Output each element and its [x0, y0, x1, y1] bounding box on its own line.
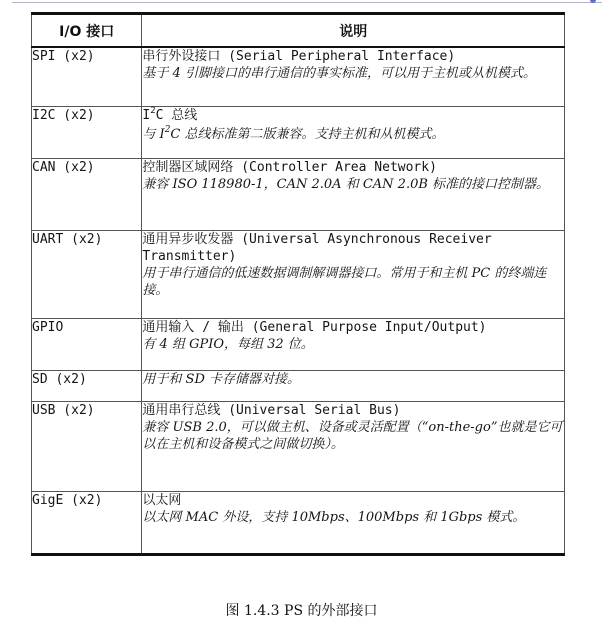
interface-name [142, 107, 564, 126]
description-cell [142, 158, 565, 230]
interface-name: 通用异步收发器 (Universal Asynchronous Receiver Transmitter) [142, 231, 492, 264]
interface-description: 兼容 ISO 118980-1，CAN 2.0A 和 CAN 2.0B 标准的接口控制器。 [142, 176, 550, 192]
table-row [32, 230, 565, 318]
interface-cell: GigE (x2) [32, 491, 142, 554]
interface-cell: UART (x2) [32, 230, 142, 318]
description-cell [142, 491, 565, 554]
interface-name: 通用串行总线 (Universal Serial Bus) [142, 402, 401, 418]
interface-cell: I2C (x2) [32, 106, 142, 158]
interface-description: 有 4 组 GPIO，每组 32 位。 [142, 336, 314, 352]
interface-name: 串行外设接口 (Serial Peripheral Interface) [142, 49, 456, 64]
desc-suffix: C 总线标准第二版兼容。支持主机和从机模式。 [170, 126, 445, 142]
table-row [32, 318, 565, 370]
table-row [32, 370, 565, 401]
desc-prefix: 与 I [142, 126, 165, 142]
description-cell [142, 106, 565, 158]
interface-cell: USB (x2) [32, 401, 142, 491]
table-row [32, 158, 565, 230]
io-interface-table [31, 12, 565, 556]
interface-description: 兼容 USB 2.0，可以做主机、设备或灵活配置（“on-the-go”也就是它可以在主机和设备模式之间做切换）。 [142, 419, 563, 452]
interface-name: 控制器区域网络 (Controller Area Network) [142, 159, 437, 175]
description-cell [142, 401, 565, 491]
interface-cell: SD (x2) [32, 370, 142, 401]
interface-column-header: I/O 接口 [32, 14, 142, 48]
desc-superscript: 2 [164, 124, 171, 135]
interface-description: 基于 4 引脚接口的串行通信的事实标准，可以用于主机或从机模式。 [142, 66, 536, 81]
top-accent-line [0, 0, 603, 6]
description-cell [142, 230, 565, 318]
table-header-row [32, 14, 565, 48]
name-prefix: I [142, 107, 151, 123]
interface-cell: CAN (x2) [32, 158, 142, 230]
interface-cell: SPI (x2) [32, 47, 142, 106]
description-cell [142, 47, 565, 106]
name-suffix: C 总线 [155, 107, 198, 123]
description-cell [142, 318, 565, 370]
table-row [32, 401, 565, 491]
interface-description: 用于串行通信的低速数据调制解调器接口。常用于和主机 PC 的终端连接。 [142, 265, 547, 298]
table-row [32, 106, 565, 158]
description-cell [142, 370, 565, 401]
table-row [32, 491, 565, 554]
figure-caption: 图 1.4.3 PS 的外部接口 [225, 603, 378, 619]
interface-cell: GPIO [32, 318, 142, 370]
name-superscript: 2 [150, 105, 156, 116]
description-column-header: 说明 [142, 14, 565, 48]
interface-name: 通用输入 / 输出 (General Purpose Input/Output) [142, 319, 487, 335]
interface-name: 以太网 [142, 492, 182, 508]
interface-description: 用于和 SD 卡存储器对接。 [142, 371, 300, 387]
interface-description: 以太网 MAC 外设，支持 10Mbps、100Mbps 和 1Gbps 模式。 [142, 509, 526, 525]
interface-description [142, 126, 564, 145]
top-accent-stroke [12, 0, 602, 3]
table-row [32, 47, 565, 106]
